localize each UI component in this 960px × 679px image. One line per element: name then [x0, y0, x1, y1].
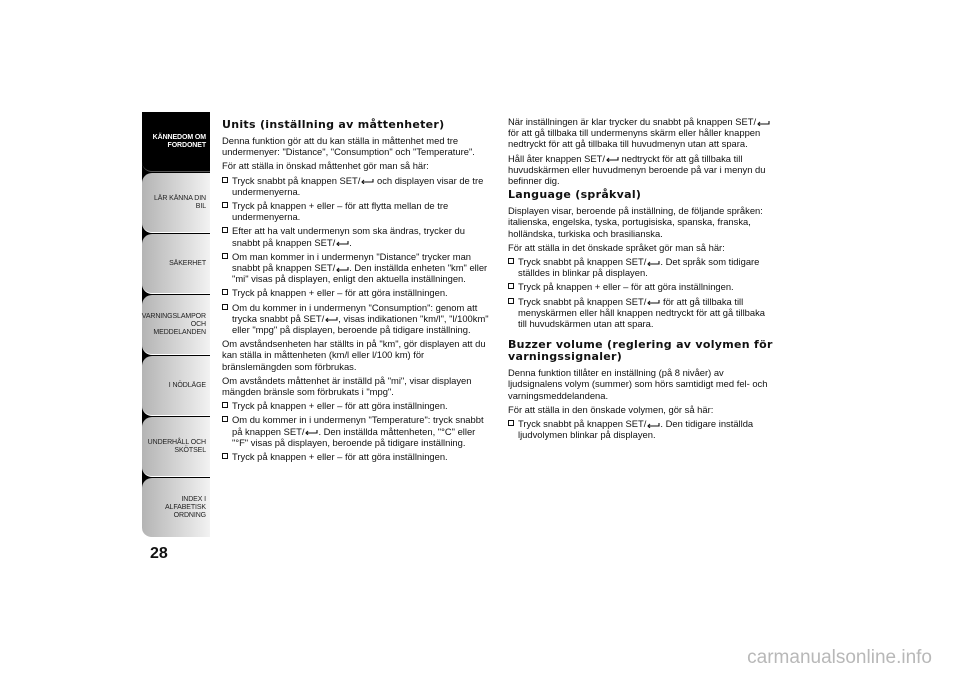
page-number: 28	[150, 545, 168, 562]
tab-underhall-och-skotsel[interactable]: UNDERHÅLL OCH SKÖTSEL	[142, 417, 210, 477]
bullet-box-icon	[222, 177, 228, 183]
heading-units: Units (inställning av måttenheter)	[222, 118, 445, 131]
set-escape-arrow-icon	[756, 120, 770, 126]
paragraph-mi: Om avståndets måttenhet är inställd på "mi", visar displayen mängden bränsle som förbrukats i "mpg".	[222, 374, 472, 398]
list-item: Tryck på knappen + eller – för att flytta mellan de tre undermenyerna.	[222, 200, 490, 222]
left-column	[222, 116, 490, 465]
tab-kannedom-om-fordonet[interactable]: KÄNNEDOM OM FORDONET	[142, 112, 210, 172]
set-escape-arrow-icon	[646, 299, 660, 305]
set-escape-arrow-icon	[335, 266, 349, 272]
buzzer-howto: För att ställa in den önskade volymen, gör så här:	[508, 403, 714, 415]
bullet-box-icon	[222, 289, 228, 295]
set-escape-arrow-icon	[605, 156, 619, 162]
bullet-box-icon	[508, 283, 514, 289]
paragraph-hold-set: Håll åter knappen SET/ nedtryckt för att gå tillbaka till huvudskärmen eller huvudmenyn beroende på var i menyn du befinner dig.	[508, 152, 766, 187]
bullet-box-icon	[222, 253, 228, 259]
list-item: Tryck snabbt på knappen SET/ för att gå tillbaka till menyskärmen eller håll knappen nedtryckt för att gå tillbaka till huvudskärmen utan att spara.	[508, 296, 776, 330]
chapter-sidebar	[142, 112, 210, 536]
bullet-box-icon	[222, 227, 228, 233]
list-item: Om du kommer in i undermenyn "Consumption": genom att trycka snabbt på SET/ , visas indikationen "km/l", "l/100km" eller "mpg" på displayen, beroende på tidigare inställning.	[222, 302, 490, 336]
heading-language: Language (språkval)	[508, 188, 642, 202]
list-item: Tryck på knappen + eller – för att göra inställningen.	[222, 400, 490, 411]
list-item: Tryck snabbt på knappen SET/ . Det språk som tidigare ställdes in blinkar på displayen.	[508, 256, 776, 278]
bullet-box-icon	[508, 298, 514, 304]
paragraph-set-done: När inställningen är klar trycker du snabbt på knappen SET/ för att gå tillbaka till undermenyns skärm eller håller knappen nedtryckt för att gå tillbaka till huvudmenyn utan att spara.	[508, 116, 776, 150]
set-escape-arrow-icon	[324, 316, 338, 322]
list-item: Tryck på knappen + eller – för att göra inställningen.	[222, 287, 490, 298]
list-item: Tryck på knappen + eller – för att göra inställningen.	[222, 451, 490, 462]
units-howto: För att ställa in önskad måttenhet gör man så här:	[222, 160, 429, 172]
set-escape-arrow-icon	[646, 422, 660, 428]
tab-i-nodlage[interactable]: I NÖDLÄGE	[142, 356, 210, 416]
list-item: Tryck snabbt på knappen SET/ . Den tidigare inställda ljudvolymen blinkar på displayen.	[508, 418, 776, 440]
units-intro: Denna funktion gör att du kan ställa in måttenhet med tre undermenyer: "Distance", "Consumption" och "Temperature".	[222, 135, 475, 158]
bullet-box-icon	[508, 420, 514, 426]
set-escape-arrow-icon	[335, 240, 349, 246]
bullet-box-icon	[222, 416, 228, 422]
set-escape-arrow-icon	[646, 260, 660, 266]
list-item: Efter att ha valt undermenyn som ska ändras, trycker du snabbt på knappen SET/ .	[222, 225, 490, 247]
tab-lar-kanna-din-bil[interactable]: LÄR KÄNNA DIN BIL	[142, 173, 210, 233]
tab-index[interactable]: INDEX I ALFABETISK ORDNING	[142, 478, 210, 538]
bullet-box-icon	[222, 304, 228, 310]
list-item: Om man kommer in i undermenyn "Distance" trycker man snabbt på knappen SET/ . Den inställda enheten "km" eller "mi" visas på displayen, enligt den aktuella inställningen.	[222, 251, 490, 285]
set-escape-arrow-icon	[304, 429, 318, 435]
paragraph-km: Om avståndsenheten har ställts in på "km", gör displayen att du kan ställa in måttenheten (km/l eller l/100 km) för bränslemängden som förbrukas.	[222, 338, 486, 372]
tab-varningslampor[interactable]: VARNINGSLAMPOR OCH MEDDELANDEN	[142, 295, 210, 355]
language-intro: Displayen visar, beroende på inställning, de följande språken: italienska, engelska, tyska, portugisiska, spanska, franska, holländska, turkiska och brasilianska.	[508, 205, 763, 239]
bullet-box-icon	[222, 402, 228, 408]
bullet-box-icon	[222, 202, 228, 208]
bullet-box-icon	[508, 258, 514, 264]
watermark: carmanualsonline.info	[747, 647, 932, 668]
tab-sakerhet[interactable]: SÄKERHET	[142, 234, 210, 294]
language-howto: För att ställa in det önskade språket gör man så här:	[508, 241, 725, 253]
set-escape-arrow-icon	[360, 178, 374, 184]
list-item: Tryck snabbt på knappen SET/ och displayen visar de tre undermenyerna.	[222, 175, 490, 197]
list-item: Tryck på knappen + eller – för att göra inställningen.	[508, 281, 776, 292]
list-item: Om du kommer in i undermenyn "Temperature": tryck snabbt på knappen SET/ . Den inställda måttenheten, "°C" eller "°F" visas på displayen, beroende på tidigare inställning.	[222, 414, 490, 448]
right-column	[508, 116, 776, 443]
bullet-box-icon	[222, 453, 228, 459]
heading-buzzer-volume: Buzzer volume (reglering av volymen för varningssignaler)	[508, 338, 773, 364]
buzzer-intro: Denna funktion tillåter en inställning (på 8 nivåer) av ljudsignalens volym (summer) som hörs samtidigt med fel- och varningsmeddelandena.	[508, 367, 768, 401]
